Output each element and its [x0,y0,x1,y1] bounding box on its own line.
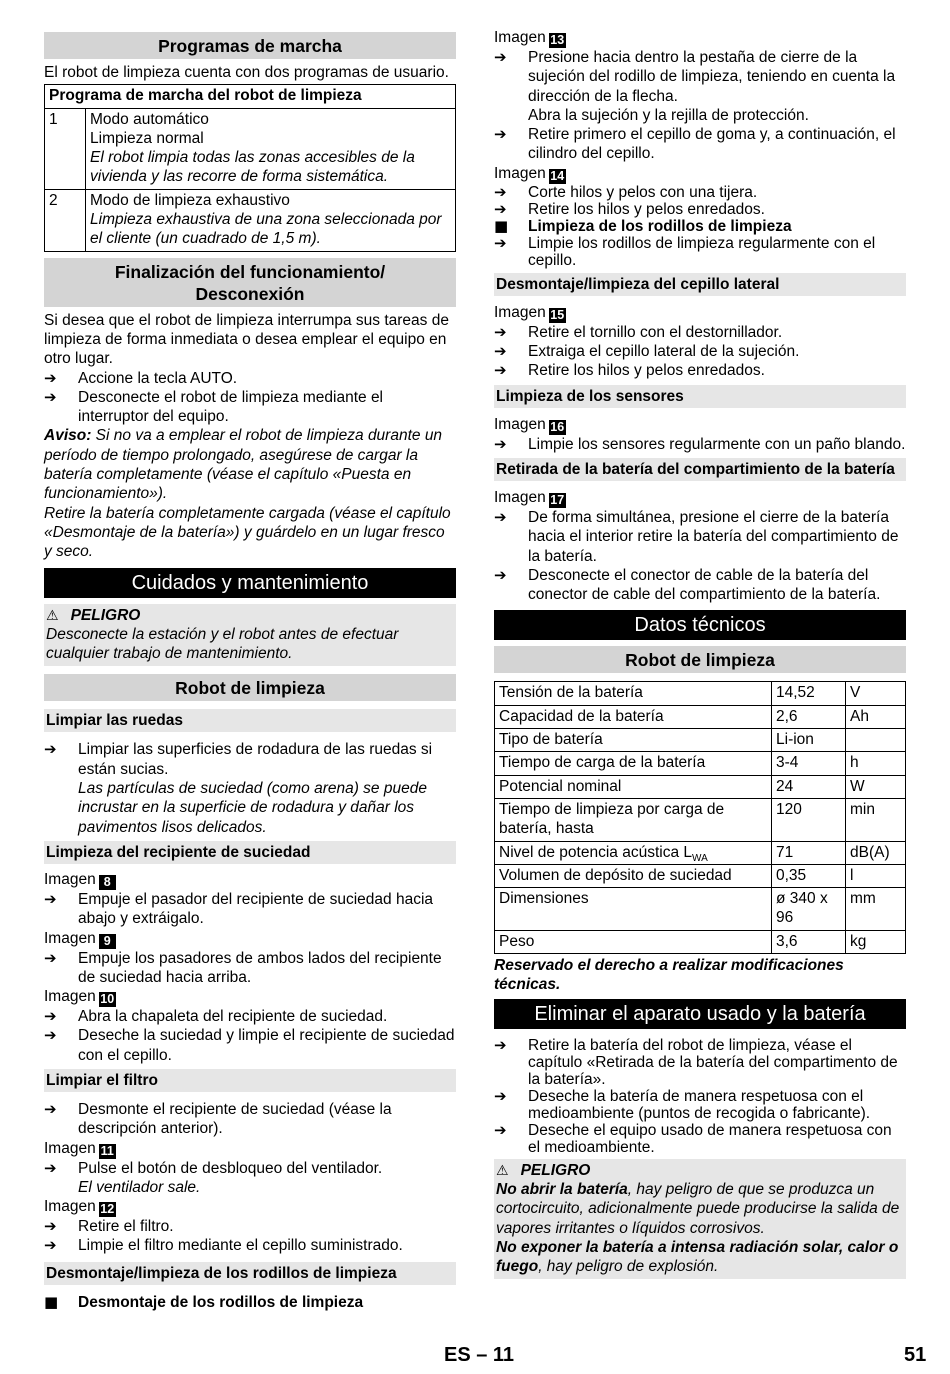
image-ref-label: Imagen [494,164,546,182]
row-desc: El robot limpia todas las zonas accesibles de la vivienda y las recorre de forma sistemática. [90,149,415,186]
chapter-title-datos: Datos técnicos [494,610,906,640]
image-ref [44,929,456,949]
list-item-text: Retire primero el cepillo de goma y, a continuación, el cilindro del cepillo. [528,126,896,163]
tech-data-table [494,681,906,954]
section-title-robot-tech: Robot de limpieza [494,646,906,673]
image-ref [44,987,456,1007]
warning-triangle-icon: ⚠ [496,1161,509,1178]
rodillos-note: Abra la sujeción y la rejilla de protección. [528,106,809,124]
list-item [494,435,906,454]
table-row [45,108,456,189]
tech-value: 0,35 [772,864,846,887]
list-item-text: De forma simultánea, presione el cierre de la batería hacia el interior retire la batería del compartimiento de la batería. [528,508,899,565]
row-number: 2 [45,189,86,251]
reservado-note: Reservado el derecho a realizar modificaciones técnicas. [494,957,844,994]
subsection-title-lateral: Desmontaje/limpieza del cepillo lateral [494,273,906,296]
danger-label: PELIGRO [70,606,141,624]
arrow-icon: ➔ [494,565,507,584]
list-item-text: Accione la tecla AUTO. [78,369,238,387]
list-item [494,125,906,164]
tech-unit: kg [846,930,906,953]
danger-bold-1: No abrir la batería [496,1180,628,1198]
list-item-text: Limpie el filtro mediante el cepillo suministrado. [78,1237,403,1255]
row-name: Modo automático [90,110,209,128]
tech-label-text: Capacidad de la batería [499,707,664,725]
danger-box-bateria [494,1159,906,1280]
tech-label-text: Nivel de potencia acústica L [499,843,693,861]
right-column [494,28,906,1285]
arrow-icon: ➔ [494,434,507,453]
image-number: 15 [550,307,565,322]
table-row [495,729,906,752]
list-item-text: Desmontaje de los rodillos de limpieza [78,1293,364,1311]
tech-unit: Ah [846,705,906,728]
section-title-finalizacion [44,258,456,307]
tech-label [495,682,772,705]
section-title-robot: Robot de limpieza [44,674,456,701]
arrow-icon: ➔ [44,1217,57,1236]
tech-unit: dB(A) [846,841,906,864]
danger-box [44,604,456,667]
tech-label-text: Dimensiones [499,890,589,908]
tech-unit: W [846,775,906,798]
image-ref [44,1197,456,1217]
image-number: 11 [100,1143,114,1158]
list-item [44,890,456,929]
list-item-text: Retire los hilos y pelos enredados. [528,200,765,218]
table-row [495,775,906,798]
arrow-icon: ➔ [494,48,507,66]
table-row [495,705,906,728]
arrow-icon: ➔ [44,368,57,387]
list-item-text: Desconecte el conector de cable de la batería del conector de cable del compartimiento de la batería. [528,566,881,604]
programas-table [44,84,456,251]
footer-page-number: 51 [904,1344,927,1366]
tech-unit: l [846,864,906,887]
arrow-icon: ➔ [494,361,507,380]
aviso-note-2: Retire la batería completamente cargada (véase el capítulo «Desmontaje de la batería») y guárdelo en un lugar fresco y seco. [44,504,451,561]
aviso-text: Si no va a emplear el robot de limpieza durante un período de tiempo prolongado, asegúrese de cargar la batería completamente (véase el capítulo «Puesta en funcionamiento»). [44,427,443,503]
arrow-icon: ➔ [494,322,507,341]
list-item [44,1100,456,1139]
arrow-icon: ➔ [44,1236,57,1255]
tech-label [495,705,772,728]
list-item-text: Deseche la suciedad y limpie el recipiente de suciedad con el cepillo. [78,1027,455,1064]
list-item-text: Empuje los pasadores de ambos lados del recipiente de suciedad hacia arriba. [78,949,442,986]
image-number: 13 [550,33,565,47]
table-row [45,189,456,251]
tech-value: 71 [772,841,846,864]
tech-label-text: Tiempo de limpieza por carga de batería, hasta [499,800,725,838]
list-item-text: Retire los hilos y pelos enredados. [528,362,765,380]
tech-value: 3,6 [772,930,846,953]
list-item-text: Extraiga el cepillo lateral de la sujeción. [528,343,800,361]
list-item-text: Limpieza de los rodillos de limpieza [528,217,792,235]
arrow-icon: ➔ [494,1035,507,1054]
tech-label [495,930,772,953]
tech-unit: min [846,798,906,841]
arrow-icon: ➔ [494,342,507,361]
arrow-icon: ➔ [494,233,507,252]
tech-value: Li-ion [772,729,846,752]
table-row [495,841,906,864]
tech-label-text: Tiempo de carga de la batería [499,754,706,772]
tech-value: ø 340 x 96 [772,888,846,931]
square-bullet-icon: ■ [494,216,509,235]
list-item-text: Empuje el pasador del recipiente de suciedad hacia abajo y extráigalo. [78,890,434,928]
list-item [494,201,906,218]
list-item-text: Deseche la batería de manera respetuosa con el medioambiente (puntos de recogida o fabricante). [528,1087,871,1122]
image-ref-label: Imagen [44,1139,96,1157]
list-item-text: Presione hacia dentro la pestaña de cierre de la sujeción del rodillo de limpieza, teniendo en cuenta la dirección de la flecha. [528,49,896,105]
danger-label: PELIGRO [520,1161,591,1179]
danger-bold-2: No exponer la batería a intensa radiación solar, calor o fuego [496,1238,899,1276]
arrow-icon: ➔ [494,1086,507,1105]
tech-label-text: Potencial nominal [499,777,622,795]
list-item-text: Deseche el equipo usado de manera respetuosa con el medioambiente. [528,1121,892,1156]
list-item [44,949,456,988]
list-item-text: Limpiar las superficies de rodadura de las ruedas si están sucias. [78,741,433,778]
image-ref-label: Imagen [494,29,546,46]
list-item [44,1159,456,1178]
tech-unit [846,729,906,752]
list-item [494,1037,906,1088]
list-item [494,361,906,380]
row-number: 1 [45,108,86,189]
aviso-note [44,426,456,503]
danger-text-1 [496,1180,904,1238]
tech-label-text: Volumen de depósito de suciedad [499,866,732,884]
section-title-programas: Programas de marcha [44,32,456,59]
list-item-text: Limpie los rodillos de limpieza regularmente con el cepillo. [528,234,876,269]
programas-table-header: Programa de marcha del robot de limpieza [45,85,456,108]
tech-label [495,752,772,775]
subsection-title-filtro: Limpiar el filtro [44,1069,456,1092]
tech-value: 2,6 [772,705,846,728]
row-content [86,189,456,251]
row-name: Modo de limpieza exhaustivo [90,191,290,209]
subsection-title-sensores: Limpieza de los sensores [494,385,906,408]
image-ref [44,1139,456,1159]
finalizacion-intro: Si desea que el robot de limpieza interrumpa sus tareas de limpieza de forma inmediata o desea emplear el equipo en otro lugar. [44,311,449,368]
tech-label [495,888,772,931]
list-item [494,235,906,269]
arrow-icon: ➔ [44,889,57,908]
tech-value: 3-4 [772,752,846,775]
list-item [494,508,906,566]
table-row [495,930,906,953]
list-item-text: Retire el filtro. [78,1218,174,1236]
list-item-text: Corte hilos y pelos con una tijera. [528,183,758,201]
image-ref [44,870,456,890]
image-ref-label: Imagen [44,988,96,1006]
danger-text: Desconecte la estación y el robot antes de efectuar cualquier trabajo de mantenimiento. [46,625,399,663]
tech-value: 14,52 [772,682,846,705]
image-ref-label: Imagen [494,303,546,321]
image-ref-label: Imagen [44,929,96,947]
image-ref [494,164,906,184]
image-number: 8 [99,875,116,890]
list-item-text: Retire la batería del robot de limpieza, véase el capítulo «Retirada de la batería del compartimento de la batería». [528,1036,898,1088]
list-item [44,369,456,388]
tech-label-subscript: WA [692,852,708,864]
tech-value: 120 [772,798,846,841]
image-ref [494,415,906,435]
tech-unit: V [846,682,906,705]
tech-label-text: Peso [499,932,535,950]
tech-label [495,864,772,887]
tech-unit: mm [846,888,906,931]
table-row [495,682,906,705]
list-item [494,48,906,106]
table-row [495,864,906,887]
image-number: 9 [99,934,116,949]
image-ref [494,303,906,323]
image-ref-label: Imagen [494,415,546,433]
subsection-title-ruedas: Limpiar las ruedas [44,709,456,732]
table-row [495,888,906,931]
section-title-line-1: Finalización del funcionamiento/ [114,261,386,282]
list-item-text: Desconecte el robot de limpieza mediante el interruptor del equipo. [78,388,384,426]
image-ref [494,488,906,508]
image-number: 17 [550,492,565,507]
arrow-icon: ➔ [494,507,507,526]
filtro-note: El ventilador sale. [78,1178,201,1196]
list-item [44,1007,456,1026]
image-ref [494,28,906,48]
square-bullet-icon: ■ [44,1292,59,1311]
arrow-icon: ➔ [494,199,507,218]
list-item [494,566,906,605]
ruedas-note: Las partículas de suciedad (como arena) se puede incrustar en la superficie de rodadura y dañar los pavimentos lisos delicados. [78,780,427,836]
arrow-icon: ➔ [44,387,57,406]
subsection-title-bateria: Retirada de la batería del compartimiento de la batería [494,458,906,481]
list-item [44,1293,456,1312]
tech-label [495,775,772,798]
arrow-icon: ➔ [44,1007,57,1026]
image-ref-label: Imagen [44,1198,96,1216]
arrow-icon: ➔ [494,125,507,144]
list-item [494,1088,906,1122]
arrow-icon: ➔ [44,1158,57,1177]
image-ref-label: Imagen [494,488,546,506]
subsection-title-rodillos: Desmontaje/limpieza de los rodillos de limpieza [44,1262,456,1285]
image-number: 10 [100,992,115,1007]
tech-label [495,798,772,841]
danger-text-2 [496,1238,904,1277]
row-desc: Limpieza exhaustiva de una zona seleccionada por el cliente (un cuadrado de 1,5 m). [90,211,442,248]
arrow-icon: ➔ [44,948,57,967]
list-item [44,1236,456,1255]
programas-intro: El robot de limpieza cuenta con dos programas de usuario. [44,64,449,81]
list-item [494,184,906,201]
list-item [44,740,456,779]
list-item-text: Pulse el botón de desbloqueo del ventilador. [78,1159,383,1177]
list-item-text: Limpie los sensores regularmente con un paño blando. [528,435,906,453]
arrow-icon: ➔ [44,740,57,759]
footer-language-page: ES – 11 [444,1344,515,1366]
row-content [86,108,456,189]
list-item [44,1217,456,1236]
warning-triangle-icon: ⚠ [46,606,59,623]
table-row [495,752,906,775]
chapter-title-cuidados: Cuidados y mantenimiento [44,568,456,598]
arrow-icon: ➔ [494,182,507,201]
tech-label-text: Tipo de batería [499,731,603,749]
chapter-title-eliminar: Eliminar el aparato usado y la batería [494,999,906,1029]
list-item [44,1026,456,1065]
image-ref-label: Imagen [44,870,96,888]
tech-unit: h [846,752,906,775]
list-item [44,388,456,427]
image-number: 14 [550,168,565,183]
subsection-title-recipiente: Limpieza del recipiente de suciedad [44,841,456,864]
list-item [494,218,906,235]
image-number: 16 [550,419,565,434]
list-item [494,342,906,361]
list-item-text: Abra la chapaleta del recipiente de suciedad. [78,1008,388,1026]
table-row [495,798,906,841]
arrow-icon: ➔ [494,1120,507,1139]
list-item-text: Retire el tornillo con el destornillador. [528,323,783,341]
list-item [494,1122,906,1156]
image-number: 12 [100,1202,115,1217]
list-item [494,323,906,342]
tech-label-text: Tensión de la batería [499,684,643,702]
aviso-label: Aviso: [44,427,92,445]
row-sub: Limpieza normal [90,129,204,147]
list-item-text: Desmonte el recipiente de suciedad (véase la descripción anterior). [78,1100,392,1138]
left-column [44,28,456,1312]
danger-rest-2: , hay peligro de explosión. [538,1258,719,1276]
arrow-icon: ➔ [44,1099,57,1118]
arrow-icon: ➔ [44,1026,57,1045]
tech-label [495,729,772,752]
section-title-line-2: Desconexión [195,283,305,304]
tech-value: 24 [772,775,846,798]
tech-label [495,841,772,864]
danger-rest-1: , hay peligro de que se produzca un cortocircuito, adicionalmente puede producirse la salida de vapores irritantes o líquidos corrosivos. [496,1180,900,1237]
